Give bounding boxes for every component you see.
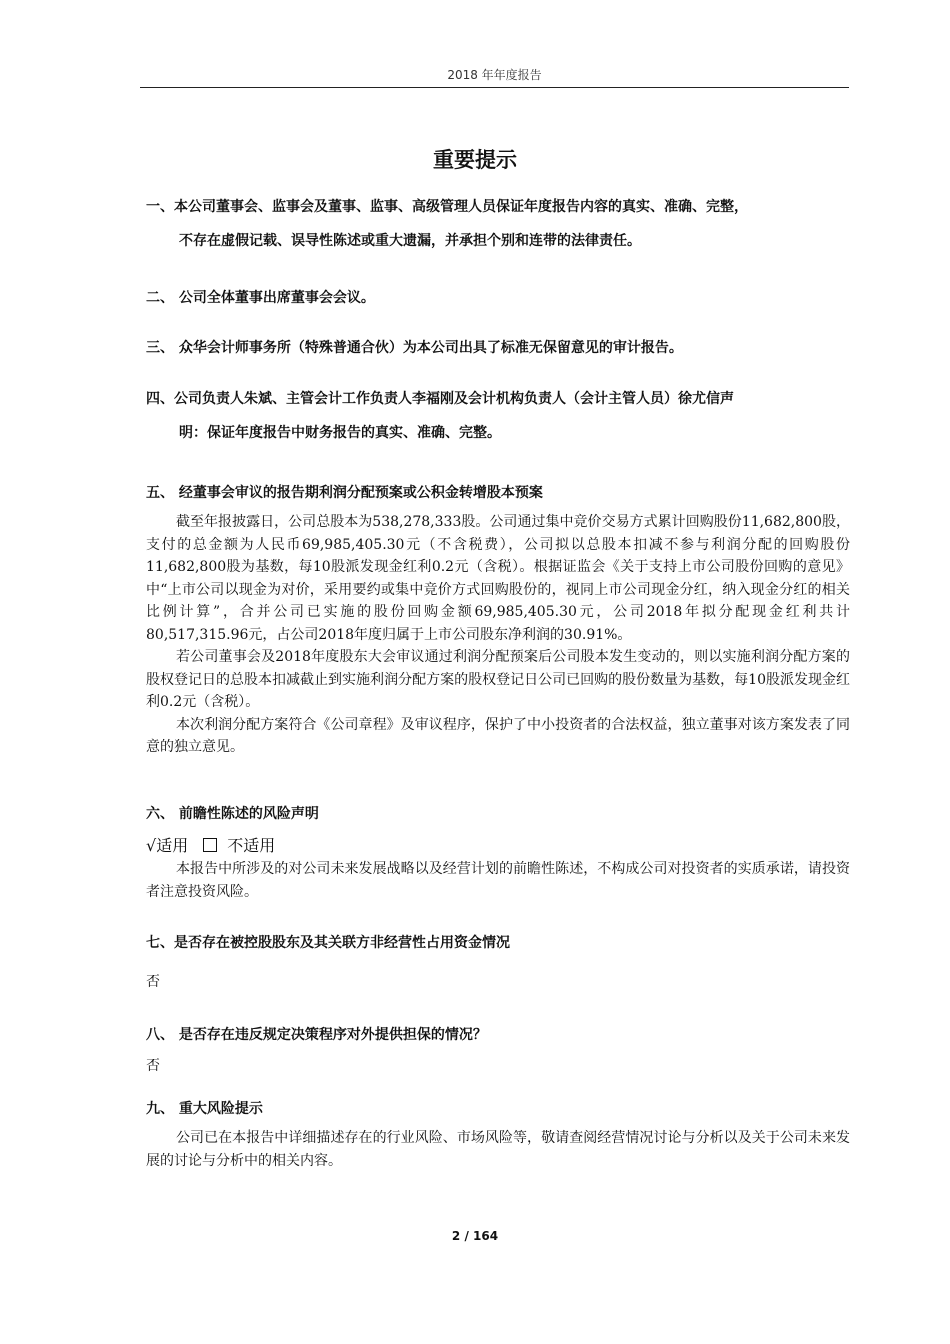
section-7-heading: 七、是否存在被控股股东及其关联方非经营性占用资金情况 [146,935,510,951]
section-9-heading: 九、 重大风险提示 [146,1101,263,1117]
section-8-answer: 否 [146,1058,160,1074]
applicability-options [146,833,295,856]
section-1-line1: 一、本公司董事会、监事会及董事、监事、高级管理人员保证年度报告内容的真实、准确、完整， [146,199,748,215]
section-1 [146,190,856,258]
section-6-paragraph-1: 本报告中所涉及的对公司未来发展战略以及经营计划的前瞻性陈述，不构成公司对投资者的实质承诺，请投资者注意投资风险。 [146,861,850,900]
section-9-body [146,1127,850,1172]
section-7-answer: 否 [146,974,160,990]
section-5-paragraph-3: 本次利润分配方案符合《公司章程》及审议程序，保护了中小投资者的合法权益，独立董事对该方案发表了同意的独立意见。 [146,716,850,755]
checkbox-empty-icon [203,838,217,852]
section-2: 二、 公司全体董事出席董事会会议。 [146,290,375,306]
page-number: 2 / 164 [451,1229,499,1243]
header-rule [140,87,849,88]
section-5-paragraph-2: 若公司董事会及2018年度股东大会审议通过利润分配预案后公司股本发生变动的，则以实施利润分配方案的股权登记日的总股本扣减截止到实施利润分配方案的股权登记日公司已回购的股份数量为基数，每10股派发现金红利0.2元（含税）。 [146,649,850,710]
section-4-line1: 四、公司负责人朱斌、主管会计工作负责人李福刚及会计机构负责人（会计主管人员）徐尤信声 [146,391,734,407]
not-applicable-option [203,836,285,855]
section-8-heading: 八、 是否存在违反规定决策程序对外提供担保的情况？ [146,1027,487,1043]
section-4 [146,382,856,450]
section-5-paragraph-1: 截至年报披露日，公司总股本为538,278,333股。公司通过集中竞价交易方式累计回购股份11,682,800股，支付的总金额为人民币69,985,405.30元（不含税费），公司拟以总股本扣减不参与利润分配的回购股份11,682,800股为基数，每10股派发现金红利0.2元（含税）。根据证监会《关于支持上市公司股份回购的意见》中“上市公司以现金为对价，采用要约或集中竞价方式回购股份的，视同上市公司现金分红，纳入现金分红的相关比例计算”，合并公司已实施的股份回购金额69,985,405.30元，公司2018年拟分配现金红利共计80,517,315.96元，占公司2018年度归属于上市公司股东净利润的30.91%。 [146,514,850,643]
page-header: 2018 年年度报告 [447,68,542,82]
section-5-heading: 五、 经董事会审议的报告期利润分配预案或公积金转增股本预案 [146,485,543,501]
section-1-line2: 不存在虚假记载、误导性陈述或重大遗漏，并承担个别和连带的法律责任。 [179,233,641,249]
section-5-body [146,511,850,759]
section-3: 三、 众华会计师事务所（特殊普通合伙）为本公司出具了标准无保留意见的审计报告。 [146,340,683,356]
section-6-heading: 六、 前瞻性陈述的风险声明 [146,806,319,822]
section-9-paragraph-1: 公司已在本报告中详细描述存在的行业风险、市场风险等，敬请查阅经营情况讨论与分析以及关于公司未来发展的讨论与分析中的相关内容。 [146,1130,850,1169]
page-title: 重要提示 [433,148,517,172]
section-6-body [146,858,850,903]
section-4-line2: 明：保证年度报告中财务报告的真实、准确、完整。 [179,425,501,441]
not-applicable-label: 不适用 [227,836,276,855]
applicable-option: √适用 [146,836,189,855]
